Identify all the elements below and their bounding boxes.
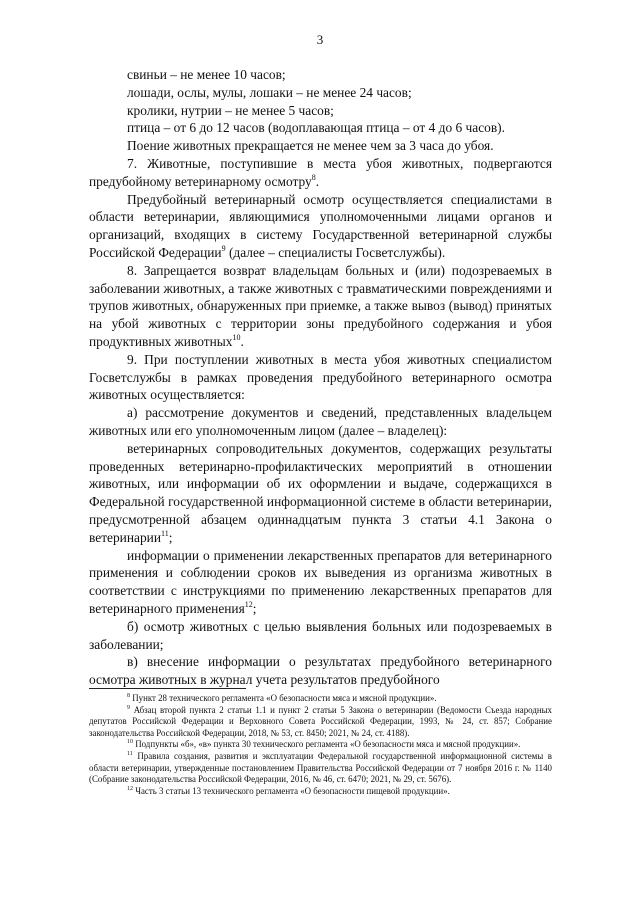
- paragraph: птица – от 6 до 12 часов (водоплавающая птица – от 4 до 6 часов).: [127, 120, 505, 136]
- footnote-number: 9: [127, 704, 130, 711]
- paragraph: ветеринарных сопроводительных документов, содержащих результаты проведенных ветеринарно-профилактических мероприятий в отношении животных, или информации об их оформлении и выдаче, содержащихся в Федеральной государственной информационной системе в области ветеринарии, предусмотренной абзацем одиннадцатым пункта 3 статьи 4.1 Закона о ветеринарии$^{11}$;: [89, 440, 552, 545]
- paragraph: лошади, ослы, мулы, лошаки – не менее 24 часов;: [127, 84, 412, 100]
- paragraph: 8. Запрещается возврат владельцам больных и (или) подозреваемых в заболевании животных, а также животных с травматическими повреждениями и трупов животных, обнаруженных при приемке, а также вывоз (вывод) принятых на убой животных с территории зоны предубойного содержания и убоя продуктивных животных$^{10}$.: [89, 262, 552, 349]
- footnote: $^8$ Пункт 28 технического регламента «О безопасности мяса и мясной продукции».: [127, 693, 437, 703]
- footnote-ref: 10: [232, 332, 241, 342]
- footnotes: [89, 693, 552, 797]
- paragraph: в) внесение информации о результатах предубойного ветеринарного осмотра животных в журнал учета результатов предубойного: [89, 654, 552, 688]
- footnote: $^{10}$ Подпункты «б», «в» пункта 30 технического регламента «О безопасности мяса и мясной продукции».: [127, 739, 521, 750]
- paragraph: 7. Животные, поступившие в места убоя животных, подвергаются предубойному ветеринарному осмотру$^8$.: [89, 155, 552, 189]
- paragraph: а) рассмотрение документов и сведений, представленных владельцем животных или его уполномоченным лицом (далее – владелец):: [89, 405, 552, 438]
- footnote-number: 11: [127, 750, 133, 757]
- paragraph: б) осмотр животных с целью выявления больных или подозреваемых в заболевании;: [89, 618, 552, 652]
- paragraph: Поение животных прекращается не менее чем за 3 часа до убоя.: [127, 138, 494, 154]
- paragraph: свиньи – не менее 10 часов;: [127, 67, 286, 82]
- footnote-divider: [89, 688, 246, 689]
- paragraph: кролики, нутрии – не менее 5 часов;: [127, 102, 334, 118]
- footnote-ref: 12: [244, 599, 253, 609]
- footnote-ref: 9: [221, 243, 226, 253]
- body-text: [89, 66, 552, 689]
- footnote: $^9$ Абзац второй пункта 2 статьи 1.1 и пункт 2 статьи 5 Закона о ветеринарии (Ведомости Съезда народных депутатов Российской Федерации и Верховного Совета Российской Федерации, 1993, № 24, ст. 857; Собрание законодательства Российской Федерации, 2018, № 53, ст. 8450; 2021, № 24, ст. 4188).: [89, 704, 552, 738]
- paragraph: Предубойный ветеринарный осмотр осуществляется специалистами в области ветеринарии, являющимися уполномоченными лицами органов и организаций, входящих в систему Государственной ветеринарной службы Российской Федерации$^9$ (далее – специалисты Госветслужбы).: [89, 191, 552, 260]
- footnote-number: 10: [127, 739, 133, 746]
- footnote-ref: 11: [160, 528, 169, 538]
- page-number: 3: [316, 32, 324, 47]
- footnote-ref: 8: [311, 172, 316, 182]
- paragraph: информации о применении лекарственных препаратов для ветеринарного применения и соблюдении сроков их выведения из организма животных в соответствии с инструкциями по применению лекарственных препаратов для ветеринарного применения$^{12}$;: [89, 547, 552, 616]
- footnote: $^{12}$ Часть 3 статьи 13 технического регламента «О безопасности пищевой продукции».: [127, 785, 450, 796]
- paragraph: 9. При поступлении животных в места убоя животных специалистом Госветслужбы в рамках проведения предубойного ветеринарного осмотра животных осуществляется:: [89, 351, 552, 403]
- footnote-number: 12: [127, 785, 133, 792]
- footnote: $^{11}$ Правила создания, развития и эксплуатации Федеральной государственной информационной системы в области ветеринарии, утвержденные постановлением Правительства Российской Федерации от 7 ноября 2016 г. № 1140 (Собрание законодательства Российской Федерации, 2016, № 46, ст. 6470; 2021, № 29, ст. 5676).: [89, 750, 552, 785]
- footnote-number: 8: [127, 693, 130, 699]
